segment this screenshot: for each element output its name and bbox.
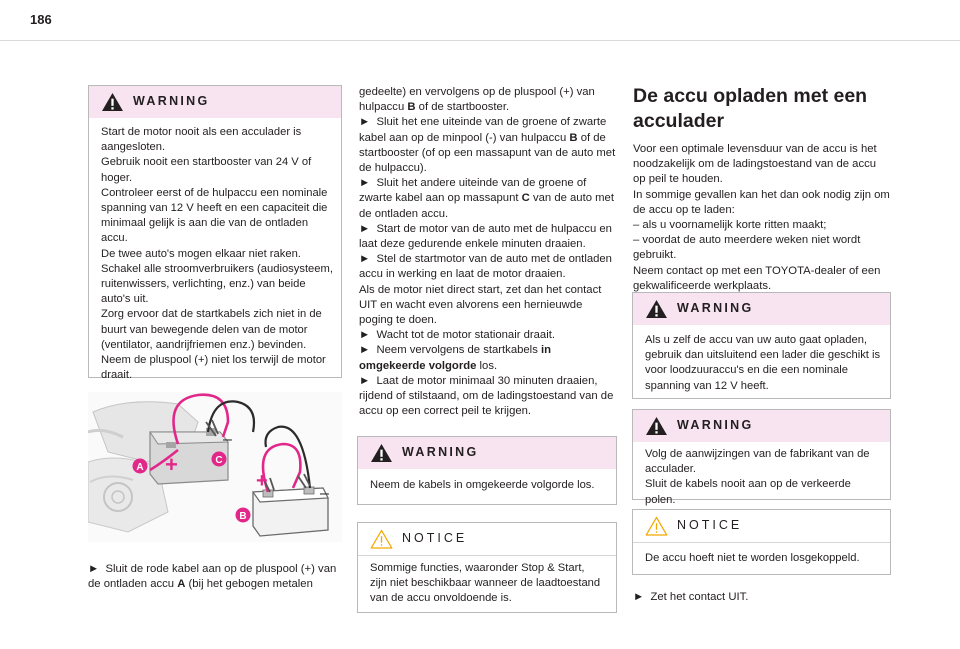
notice-header [633, 510, 890, 543]
notice-icon [370, 529, 393, 549]
step-text: ► Sluit de rode kabel aan op de pluspool (+) van de ontladen accu A (bij het gebogen metalen [88, 563, 337, 591]
warning-line: Gebruik nooit een startbooster van 24 V of hoger. [101, 156, 312, 184]
notice-title: NOTICE [677, 518, 743, 533]
warning-title: WARNING [402, 445, 479, 460]
list-item: – voordat de auto meerdere weken niet wordt gebruikt. [633, 234, 861, 262]
plus-mark: + [165, 452, 178, 477]
plus-mark: + [256, 470, 268, 492]
warning-header [89, 86, 341, 118]
warning-title: WARNING [133, 94, 210, 109]
bullet-arrow: ► [359, 222, 371, 235]
bullet-arrow: ► [359, 116, 371, 129]
notice-text: De accu hoeft niet te worden losgekoppeld. [645, 552, 860, 564]
notice-header [358, 523, 616, 556]
warning-header [633, 293, 890, 325]
label-a: A [136, 462, 144, 473]
notice-box-1 [357, 522, 617, 613]
warning-box-3 [632, 292, 891, 399]
warning-header [633, 410, 890, 442]
warning-line: Schakel alle stroomverbruikers (audiosysteem, ruitenwissers, verlichting, enz.) van beide auto's uit. [101, 262, 333, 306]
bullet-arrow: ► [359, 344, 371, 357]
notice-box-2 [632, 509, 891, 575]
warning-box-4 [632, 409, 891, 506]
warning-icon [645, 416, 668, 436]
section-heading: De accu opladen met een acculader [633, 85, 868, 132]
warning-icon [101, 92, 124, 112]
label-b: B [239, 511, 247, 522]
label-c: C [215, 455, 223, 466]
warning-line: Zorg ervoor dat de startkabels zich niet in de buurt van bewegende delen van de motor (ventilator, aandrijfriemen enz.) bevinden. [101, 308, 322, 351]
warning-text: Neem de kabels in omgekeerde volgorde los. [370, 479, 595, 491]
bullet-arrow: ► [359, 253, 371, 266]
warning-title: WARNING [677, 418, 754, 433]
warning-header [358, 437, 616, 469]
warning-text: Sluit de kabels nooit aan op de verkeerde polen. [645, 478, 851, 506]
minus-mark: – [320, 485, 329, 502]
warning-text: Volg de aanwijzingen van de fabrikant van de acculader. [645, 448, 870, 476]
bullet-arrow: ► [359, 177, 371, 190]
page-number: 186 [30, 12, 52, 27]
notice-title: NOTICE [402, 531, 468, 546]
header-divider [0, 40, 960, 41]
warning-line: Neem de pluspool (+) niet los terwijl de motor draait. [101, 354, 326, 382]
warning-icon [645, 299, 668, 319]
charging-section: De accu opladen met een acculader Voor een optimale levensduur van de accu is het noodzakelijk om de ladingstoestand van de accu op peil te houden. In sommige gevallen kan het dan ook nodig zijn om de accu op te laden: – als u voornamelijk korte ritten maakt; – voordat de auto meerdere weken niet wordt gebruikt. Neem contact op met een TOYOTA-dealer of een gekwalificeerde werkplaats. [633, 85, 890, 292]
jump-start-illustration [88, 392, 342, 542]
list-item: – als u voornamelijk korte ritten maakt; [633, 219, 827, 232]
bullet-arrow: ► [633, 591, 645, 603]
warning-icon [370, 443, 393, 463]
warning-box-2 [357, 436, 617, 505]
bullet-arrow: ► [359, 374, 371, 387]
final-step: ► Zet het contact UIT. [633, 591, 749, 603]
warning-line: De twee auto's mogen elkaar niet raken. [101, 247, 301, 260]
warning-line: Controleer eerst of de hulpaccu een nominale spanning van 12 V heeft en een capaciteit die minimaal gelijk is aan die van de ontladen accu. [101, 186, 328, 245]
warning-title: WARNING [677, 301, 754, 316]
bullet-arrow: ► [359, 329, 371, 342]
notice-icon [645, 516, 668, 536]
warning-text: Als u zelf de accu van uw auto gaat opladen, gebruik dan uitsluitend een lader die geschikt is voor loodzuuraccu's en die een nominale spanning van 12 V heeft. [645, 334, 881, 392]
minus-mark: – [223, 431, 232, 448]
warning-line: Start de motor nooit als een acculader is aangesloten. [101, 126, 302, 154]
instructions-column: gedeelte) en vervolgens op de pluspool (+) van hulpaccu B of de startbooster. ► Sluit het ene uiteinde van de groene of zwarte kabel aan op de minpool (-) van hulpaccu B of de startbooster (of op een massapunt van de auto met de hulpaccu). ► Sluit het andere uiteinde van de groene of zwarte kabel aan op massapunt C van de auto met de ontladen accu. ► Start de motor van de auto met de hulpaccu en laat deze gedurende enkele minuten draaien. ► Stel de startmotor van de auto met de ontladen accu in werking en laat de motor draaien. Als de motor niet direct start, zet dan het contact UIT en wacht even alvorens een hernieuwde poging te doen. ► Wacht tot de motor stationair draait. ► Neem vervolgens de startkabels in omgekeerde volgorde los. ► Laat de motor minimaal 30 minuten draaien, rijdend of stilstaand, om de ladingstoestand van de accu op een correct peil te krijgen. [359, 86, 616, 418]
bullet-arrow: ► [88, 563, 100, 575]
notice-text: Sommige functies, waaronder Stop & Start, zijn niet beschikbaar wanneer de laadtoestand van de accu onvoldoende is. [370, 562, 601, 605]
warning-box-1 [88, 85, 342, 382]
